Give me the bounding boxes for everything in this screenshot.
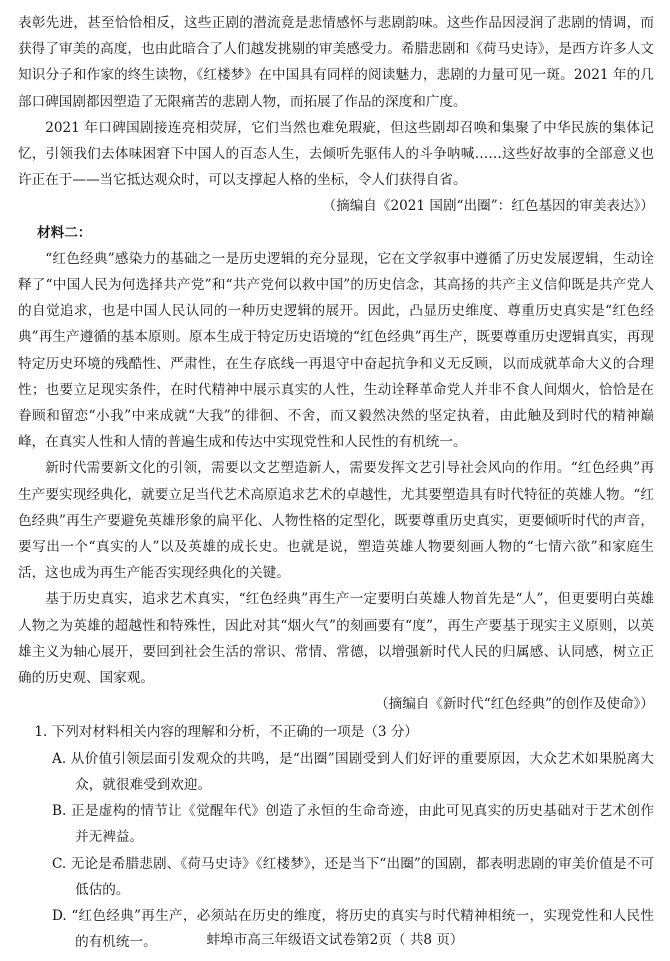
option-label: B. — [52, 803, 71, 820]
material-2-heading: 材料二： — [37, 224, 92, 241]
option-a[interactable] — [18, 746, 654, 798]
paragraph: 基于历史真实，追求艺术真实，“红色经典”再生产一定要明白英雄人物首先是“人”，但更要明白英雄人物之为英雄的超越性和特殊性，因此对其“烟火气”的刻画要有“度”，再生产要基于现实主义原则，以英雄主义为轴心展开，要回到社会生活的常识、常情、常德，以增强新时代人民的归属感、认同感，树立正确的历史观、国家观。 — [18, 591, 654, 687]
source-citation-2: （摘编自《新时代“红色经典”的创作及使命》） — [375, 696, 654, 713]
paragraph: 2021 年口碑国剧接连亮相荧屏，它们当然也难免瑕疵，但这些剧却召唤和集聚了中华民族的集体记忆，引领我们去体味困窘下中国人的百态人生，去倾听先驱伟人的斗争呐喊……这些好故事的全部意义也许正在于——当它抵达观众时，可以支撑起人格的坐标，令人们获得自省。 — [18, 119, 654, 189]
paragraph-continued: 表彰先进，甚至恰恰相反，这些正剧的潜流竟是悲情感怀与悲剧韵味。这些作品因浸润了悲剧的情调，而获得了审美的高度，也由此暗合了人们越发挑剔的审美感受力。希腊悲剧和《荷马史诗》，是西方许多人文知识分子和作家的终生读物，《红楼梦》在中国具有同样的阅读魅力，悲剧的力量可见一斑。2021 年的几部口碑国剧都因塑造了无限痛苦的悲剧人物，而拓展了作品的深度和广度。 — [18, 15, 654, 110]
option-text: 正是虚构的情节让《觉醒年代》创造了永恒的生命奇迹，由此可见真实的历史基础对于艺术创作并无裨益。 — [70, 803, 654, 846]
option-text: 无论是希腊悲剧、《荷马史诗》《红楼梦》，还是当下“出圈”的国剧，都表明悲剧的审美价值是不可低估的。 — [70, 855, 655, 898]
option-label: C. — [52, 855, 71, 872]
paragraph: 新时代需要新文化的引领，需要以文艺塑造新人，需要发挥文艺引导社会风向的作用。“红色经典”再生产要实现经典化，就要立足当代艺术高原追求艺术的卓越性，尤其要塑造具有时代特征的英雄人物。“红色经典”再生产要避免英雄形象的扁平化、人物性格的定型化，既要尊重历史真实，更要倾听时代的声音，要写出一个“真实的人”以及英雄的成长史。也就是说，塑造英雄人物要刻画人物的“七情六欲”和家庭生活，这也成为再生产能否实现经典化的关键。 — [18, 460, 654, 582]
option-text: “红色经典”再生产，必须站在历史的维度，将历史的真实与时代精神相统一，实现党性和人民性的有机统一。 — [71, 907, 654, 951]
paragraph: “红色经典”感染力的基础之一是历史逻辑的充分显现，它在文学叙事中遵循了历史发展逻辑，生动诠释了“中国人民为何选择共产党”和“共产党何以救中国”的历史信念，其高扬的共产主义信仰既是共产党人的自觉追求，也是中国人民认同的一种历史逻辑的展开。因此，凸显历史维度、尊重历史真实是“红色经典”再生产遵循的基本原则。原本生成于特定历史语境的“红色经典”再生产，既要尊重历史逻辑真实，再现特定历史环境的残酷性、严肃性，在生存底线一再退守中奋起抗争和义无反顾，以而成就革命大义的合理性；也要立足现实条件，在时代精神中展示真实的人性，生动诠释革命党人并非不食人间烟火，恰恰是在眷顾和留恋“小我”中来成就“大我”的徘徊、不舍，而又毅然决然的坚定执着，由此触及到时代的精神巅峰，在真实人性和人情的普遍生成和传达中实现党性和人民性的有机统一。 — [18, 250, 654, 451]
option-b[interactable] — [18, 798, 654, 850]
question-stem: 1. 下列对材料相关内容的理解和分析，不正确的一项是（3 分） — [34, 724, 419, 741]
question-1 — [18, 719, 654, 955]
option-label: A. — [52, 750, 71, 767]
option-text: 从价值引领层面引发观众的共鸣，是“出圈”国剧受到人们好评的重要原因，大众艺术如果脱离大众，就很难受到欢迎。 — [70, 750, 654, 793]
page-footer: 蚌埠市高三年级语文试卷第2页（ 共8 页） — [206, 932, 464, 948]
source-citation-1: （摘编自《2021 国剧“出圈”：红色基因的审美表达》） — [322, 198, 654, 215]
option-c[interactable] — [18, 851, 654, 903]
option-label: D. — [52, 907, 72, 924]
